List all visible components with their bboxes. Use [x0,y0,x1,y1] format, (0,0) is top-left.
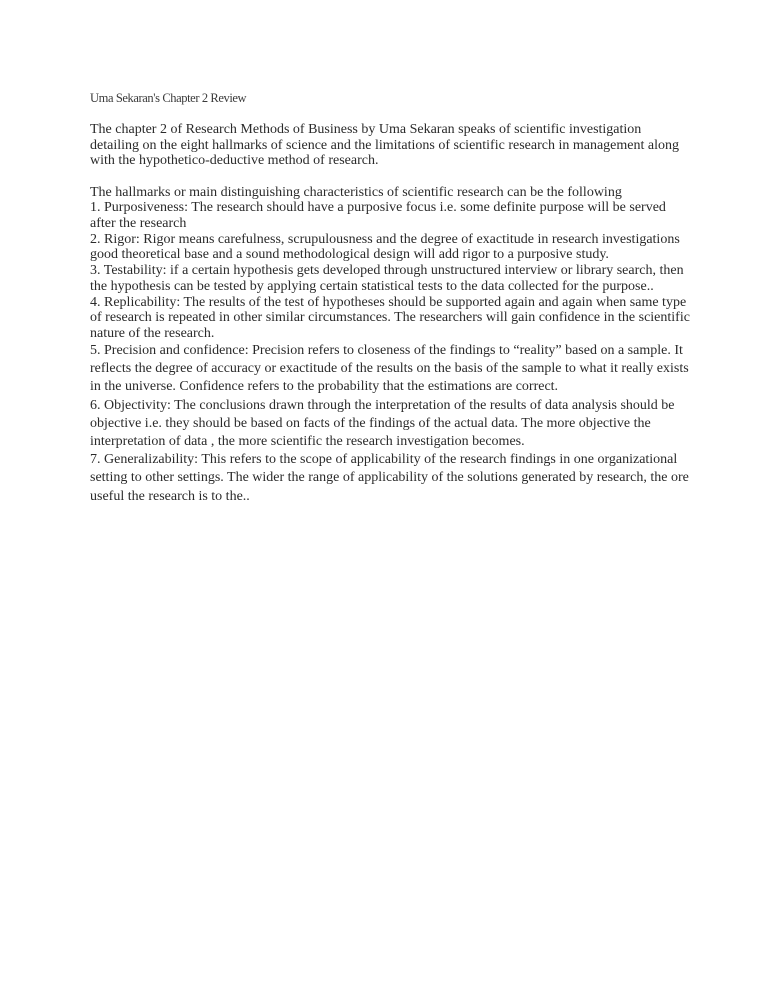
list-item: 2. Rigor: Rigor means carefulness, scrupulousness and the degree of exactitude in research investigations good theoretical base and a sound methodological design will add rigor to a purposive study. [90,231,680,263]
intro-paragraph: The chapter 2 of Research Methods of Business by Uma Sekaran speaks of scientific investigation detailing on the eight hallmarks of science and the limitations of scientific research in management along with the hypothetico-deductive method of research. [90,122,679,169]
document-title: Uma Sekaran's Chapter 2 Review [90,91,247,105]
list-item: 6. Objectivity: The conclusions drawn through the interpretation of the results of data analysis should be objective i.e. they should be based on facts of the findings of the actual data. The more objective the interpretation of data , the more scientific the research investigation becomes. [90,397,675,449]
document-page [90,90,690,506]
list-item: 1. Purposiveness: The research should have a purposive focus i.e. some definite purpose will be served after the research [90,200,666,232]
list-item: 3. Testability: if a certain hypothesis gets developed through unstructured interview or library search, then the hypothesis can be tested by applying certain statistical tests to the data collected for the purpose.. [90,263,684,294]
hallmarks-list [90,200,690,505]
hallmarks-lead: The hallmarks or main distinguishing characteristics of scientific research can be the following [90,184,622,200]
list-item: 7. Generalizability: This refers to the scope of applicability of the research findings in one organizational setting to other settings. The wider the range of applicability of the solutions generated by research, the ore useful the research is to the.. [90,452,689,504]
list-item: 4. Replicability: The results of the test of hypotheses should be supported again and again when same type of research is repeated in other similar circumstances. The researchers will gain confidence in the scientific nature of the research. [90,294,690,342]
list-item: 5. Precision and confidence: Precision refers to closeness of the findings to “reality” based on a sample. It reflects the degree of accuracy or exactitude of the results on the basis of the sample to what it really exists in the universe. Confidence refers to the probability that the estimations are correct. [90,342,689,395]
